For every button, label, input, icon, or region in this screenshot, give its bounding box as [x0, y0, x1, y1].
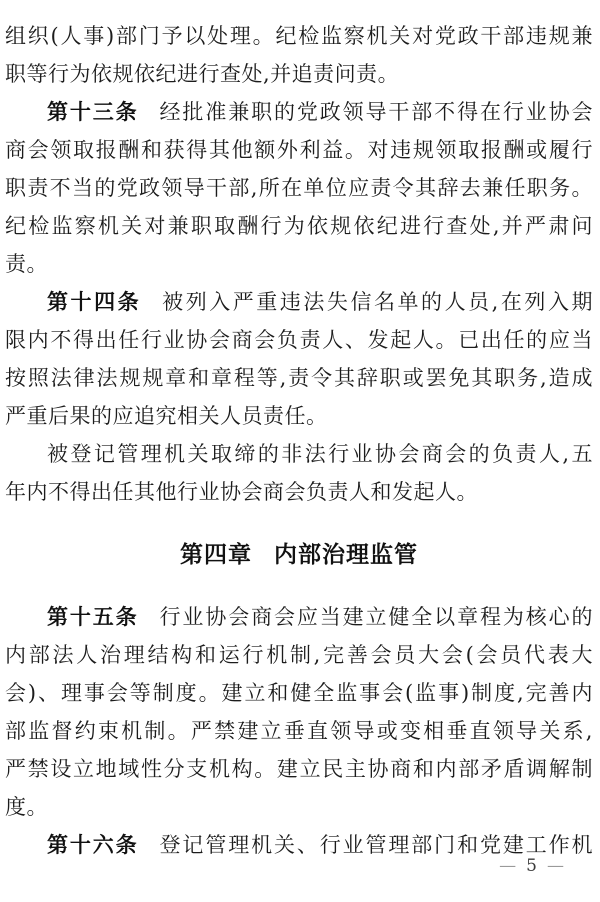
text-line — [5, 674, 593, 712]
text-line-content: 内部法人治理结构和运行机制,完善会员大会(会员代表大 — [5, 643, 593, 667]
article-number-label: 第十六条 — [47, 833, 139, 857]
text-line-content: 行业协会商会应当建立健全以章程为核心的 — [159, 605, 593, 629]
document-content — [5, 17, 593, 864]
text-line — [5, 788, 593, 826]
article-number-label: 第十五条 — [47, 605, 139, 629]
text-line-content: 纪检监察机关对兼职取酬行为依规依纪进行查处,并严肃问 — [5, 214, 593, 238]
text-line — [5, 207, 593, 245]
article-number-label: 第十三条 — [47, 100, 139, 124]
text-line — [5, 712, 593, 750]
text-line — [5, 397, 593, 435]
text-line-content: 经批准兼职的党政领导干部不得在行业协会 — [159, 100, 593, 124]
text-line — [5, 473, 593, 511]
text-line-content: 登记管理机关、行业管理部门和党建工作机 — [159, 833, 593, 857]
text-line — [5, 598, 593, 636]
text-line — [5, 636, 593, 674]
text-line — [5, 55, 593, 93]
page-number-dash-left: — — [499, 856, 517, 876]
chapter-title: 内部治理监管 — [274, 542, 418, 568]
text-line-content: 被登记管理机关取缔的非法行业协会商会的负责人,五 — [47, 442, 593, 466]
text-line — [5, 750, 593, 788]
text-line — [5, 17, 593, 55]
text-line-content: 职等行为依规依纪进行查处,并追责问责。 — [5, 62, 400, 86]
text-line — [5, 169, 593, 207]
text-line-content: 严重后果的应追究相关人员责任。 — [5, 404, 328, 428]
text-line-content: 责。 — [5, 252, 48, 276]
text-line-content: 被列入严重违法失信名单的人员,在列入期 — [162, 290, 593, 314]
text-line-content: 组织(人事)部门予以处理。纪检监察机关对党政干部违规兼 — [5, 24, 593, 48]
text-line-content: 年内不得出任其他行业协会商会负责人和发起人。 — [5, 480, 478, 504]
page-number-value: 5 — [526, 856, 537, 876]
text-line — [5, 245, 593, 283]
text-line — [5, 131, 593, 169]
text-line — [5, 283, 593, 321]
text-line-content: 度。 — [5, 795, 48, 819]
text-line — [5, 321, 593, 359]
text-line-content: 商会领取报酬和获得其他额外利益。对违规领取报酬或履行 — [5, 138, 593, 162]
page-number-dash-right: — — [547, 856, 564, 876]
text-line-content: 严禁设立地域性分支机构。建立民主协商和内部矛盾调解制 — [5, 757, 593, 781]
text-line — [5, 359, 593, 397]
chapter-number: 第四章 — [180, 542, 252, 568]
text-line-content: 职责不当的党政领导干部,所在单位应责令其辞去兼任职务。 — [5, 176, 593, 200]
text-line — [5, 93, 593, 131]
text-line-content: 按照法律法规规章和章程等,责令其辞职或罢免其职务,造成 — [5, 366, 593, 390]
text-line — [5, 435, 593, 473]
text-line-content: 限内不得出任行业协会商会负责人、发起人。已出任的应当 — [5, 328, 593, 352]
chapter-heading — [5, 536, 593, 574]
text-line-content: 部监督约束机制。严禁建立垂直领导或变相垂直领导关系, — [5, 719, 593, 743]
article-number-label: 第十四条 — [47, 290, 142, 314]
text-line-content: 会)、理事会等制度。建立和健全监事会(监事)制度,完善内 — [5, 681, 593, 705]
page-number — [499, 855, 564, 877]
